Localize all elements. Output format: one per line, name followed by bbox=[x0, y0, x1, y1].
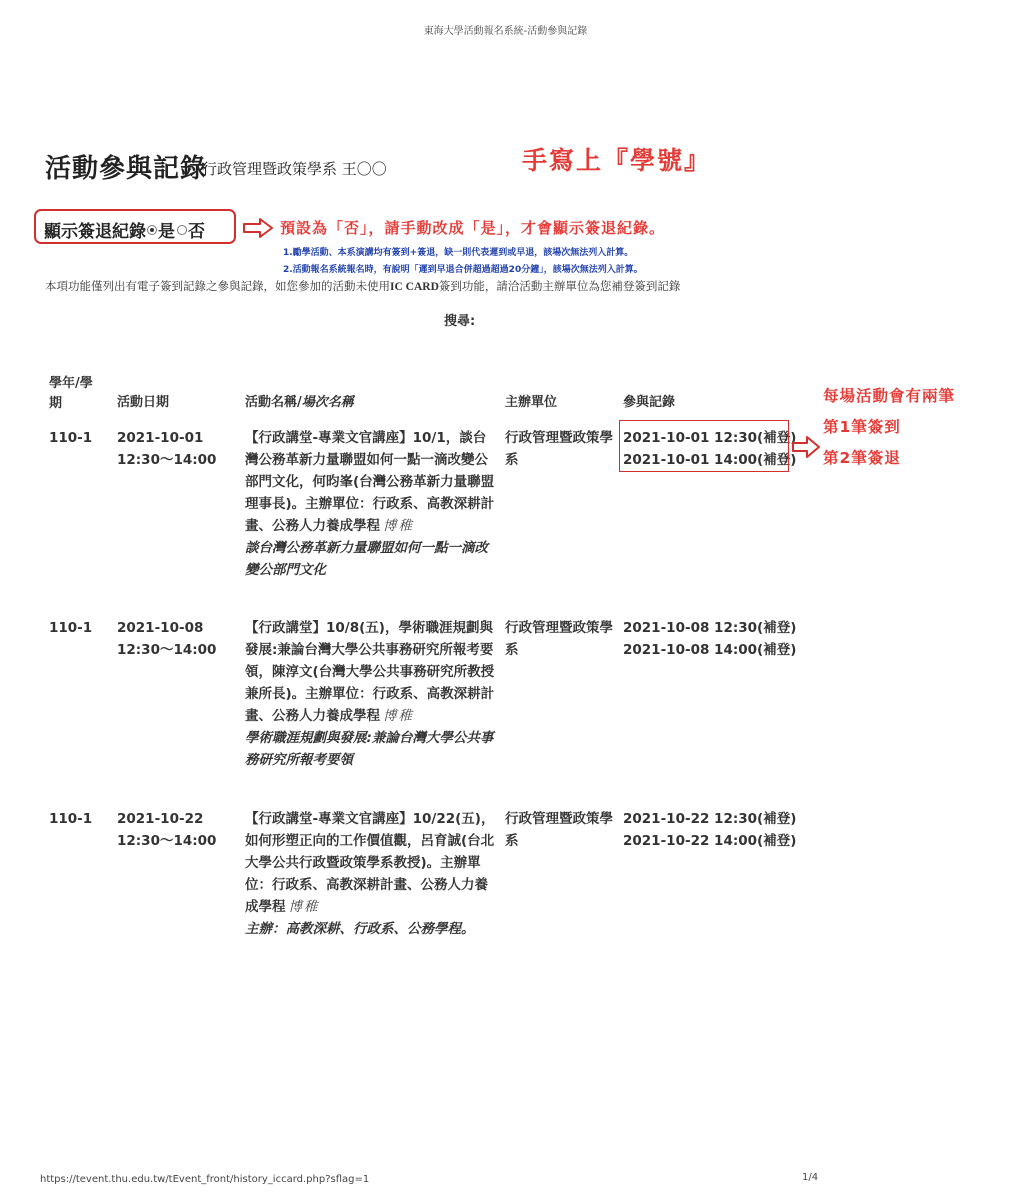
row1-date bbox=[117, 427, 216, 471]
radio-yes[interactable] bbox=[147, 225, 157, 235]
checkout-toggle-label: 顯示簽退紀錄 bbox=[44, 222, 146, 242]
footer-page-number: 1/4 bbox=[802, 1172, 819, 1183]
header-date: 活動日期 bbox=[117, 395, 170, 410]
row3-records bbox=[623, 808, 796, 852]
checkout-toggle bbox=[44, 217, 205, 242]
header-name bbox=[245, 393, 354, 413]
row3-name-text: 【行政講堂-專業文官講座】10/22(五)，如何形塑正向的工作價值觀，呂育誠(台北大學公共行政暨政策學系教授)。主辦單位：行政系、高教深耕計畫、公務人力養成學程 bbox=[245, 811, 495, 915]
arrow-right-icon bbox=[791, 436, 821, 458]
blue-note-1: 1.勵學活動、本系演講均有簽到+簽退，缺一則代表遲到或早退，該場次無法列入計算。 bbox=[283, 248, 634, 258]
records-highlight-box bbox=[619, 420, 789, 472]
header-name-b: 場次名稱 bbox=[301, 395, 354, 410]
row1-org: 行政管理暨政策學系 bbox=[505, 430, 613, 468]
row2-records bbox=[623, 617, 796, 661]
row2-activity-name bbox=[245, 617, 495, 771]
disclaimer bbox=[45, 278, 680, 294]
row3-date-day: 2021-10-22 bbox=[117, 811, 204, 827]
header-name-a: 活動名稱/ bbox=[245, 395, 302, 410]
row1-signature: 博稚 bbox=[383, 518, 414, 534]
row2-record-checkout: 2021-10-08 14:00(補登) bbox=[623, 642, 797, 658]
row3-term: 110-1 bbox=[49, 811, 93, 827]
page-title: 活動參與記錄 bbox=[45, 154, 208, 184]
row3-org: 行政管理暨政策學系 bbox=[505, 811, 613, 849]
disclaimer-emph: IC CARD bbox=[390, 281, 439, 293]
row1-date-day: 2021-10-01 bbox=[117, 430, 204, 446]
row1-session-name: 談台灣公務革新力量聯盟如何一點一滴改變公部門文化 bbox=[245, 540, 488, 578]
header-term: 學年/學期 bbox=[49, 376, 93, 411]
row1-term: 110-1 bbox=[49, 430, 93, 446]
row1-activity-name bbox=[245, 427, 495, 581]
handwrite-note: 手寫上『學號』 bbox=[522, 146, 712, 175]
row1-record-checkout: 2021-10-01 14:00(補登) bbox=[623, 452, 797, 468]
right-note-2: 第1筆簽到 bbox=[823, 418, 901, 436]
blue-note-2: 2.活動報名系統報名時，有說明「遲到早退合併超過超過20分鐘」，該場次無法列入計算。 bbox=[283, 265, 643, 275]
row1-date-time: 12:30～14:00 bbox=[117, 452, 217, 468]
row2-term: 110-1 bbox=[49, 620, 93, 636]
disclaimer-part1: 本項功能僅列出有電子簽到記錄之參與記錄，如您參加的活動未使用 bbox=[45, 279, 390, 293]
right-note-3: 第2筆簽退 bbox=[823, 449, 901, 467]
row3-record-checkin: 2021-10-22 12:30(補登) bbox=[623, 811, 797, 827]
row1-name-text: 【行政講堂-專業文官講座】10/1，談台灣公務革新力量聯盟如何一點一滴改變公部門文化，何昀峯(台灣公務革新力量聯盟理事長)。主辦單位：行政系、高教深耕計畫、公務人力養成學程 bbox=[245, 430, 495, 534]
header-records: 參與記錄 bbox=[623, 395, 676, 410]
row2-signature: 博稚 bbox=[383, 708, 414, 724]
search-label: 搜尋: bbox=[444, 314, 476, 329]
row2-date bbox=[117, 617, 216, 661]
arrow-right-icon bbox=[242, 218, 274, 238]
right-note-1: 每場活動會有兩筆 bbox=[823, 387, 956, 405]
radio-yes-label[interactable]: 是 bbox=[158, 222, 175, 242]
footer-url: https://tevent.thu.edu.tw/tEvent_front/history_iccard.php?sflag=1 bbox=[40, 1174, 370, 1185]
row3-date bbox=[117, 808, 216, 852]
print-header: 東海大學活動報名系統-活動參與記錄 bbox=[423, 26, 588, 37]
row2-record-checkin: 2021-10-08 12:30(補登) bbox=[623, 620, 797, 636]
row3-record-checkout: 2021-10-22 14:00(補登) bbox=[623, 833, 797, 849]
row3-activity-name bbox=[245, 808, 495, 940]
header-org: 主辦單位 bbox=[505, 395, 558, 410]
row2-session-name: 學術職涯規劃與發展:兼論台灣大學公共事務研究所報考要領 bbox=[245, 730, 494, 768]
row2-date-day: 2021-10-08 bbox=[117, 620, 204, 636]
row2-date-time: 12:30～14:00 bbox=[117, 642, 217, 658]
row3-date-time: 12:30～14:00 bbox=[117, 833, 217, 849]
row2-org: 行政管理暨政策學系 bbox=[505, 620, 613, 658]
row3-signature: 博稚 bbox=[288, 899, 320, 915]
row1-record-checkin: 2021-10-01 12:30(補登) bbox=[623, 430, 797, 446]
disclaimer-part2: 簽到功能，請洽活動主辦單位為您補登簽到記錄 bbox=[438, 279, 681, 293]
default-note: 預設為「否」，請手動改成「是」，才會顯示簽退紀錄。 bbox=[280, 219, 666, 237]
row2-name-text: 【行政講堂】10/8(五)，學術職涯規劃與發展:兼論台灣大學公共事務研究所報考要領，陳淳文(台灣大學公共事務研究所教授兼所長)。主辦單位：行政系、高教深耕計畫、公務人力養成學程 bbox=[245, 620, 495, 724]
page-subtitle: 行政管理暨政策學系 王〇〇 bbox=[202, 160, 387, 178]
radio-no-label[interactable]: 否 bbox=[188, 222, 205, 242]
row3-session-name: 主辦：高教深耕、行政系、公務學程。 bbox=[245, 921, 475, 937]
radio-no[interactable] bbox=[177, 225, 187, 235]
